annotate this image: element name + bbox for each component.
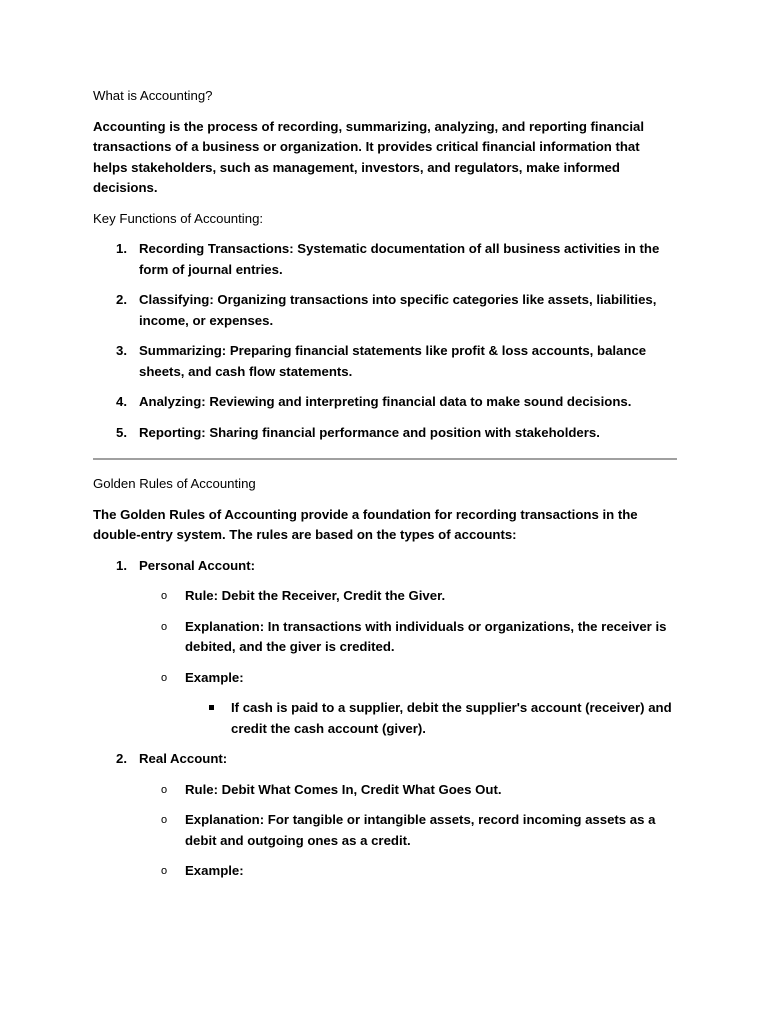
section-title-golden-rules: Golden Rules of Accounting: [93, 476, 256, 491]
list-item-personal-account: [93, 556, 677, 740]
golden-rules-intro-paragraph: The Golden Rules of Accounting provide a foundation for recording transactions in the double-entry system. The rules are based on the types of accounts:: [93, 506, 638, 542]
list-item: [93, 423, 677, 444]
list-item: [139, 861, 677, 882]
list-item: [139, 617, 677, 658]
list-number: 2.: [116, 292, 127, 307]
document-page: [93, 86, 677, 892]
square-bullet-icon: [209, 705, 214, 710]
account-name: Personal Account:: [139, 557, 256, 573]
real-account-details: [139, 780, 677, 882]
horizontal-divider: [93, 458, 677, 460]
list-item: [93, 239, 677, 280]
personal-account-examples: [185, 698, 677, 739]
list-item: [139, 780, 677, 801]
list-item: [139, 810, 677, 851]
section-title-what-is-accounting: What is Accounting?: [93, 88, 213, 103]
list-number: 1.: [116, 557, 127, 573]
accounting-intro-paragraph: Accounting is the process of recording, summarizing, analyzing, and reporting financial transactions of a business or organization. It provides critical financial information that helps stakeholders, such as management, investors, and regulators, make informed decisions.: [93, 118, 645, 195]
list-number: 5.: [116, 424, 127, 440]
list-number: 2.: [116, 751, 127, 766]
example-text: If cash is paid to a supplier, debit the supplier's account (receiver) and credit the cash account (giver).: [231, 700, 672, 736]
circle-bullet-icon: o: [161, 783, 168, 796]
circle-bullet-icon: o: [161, 620, 168, 633]
list-item-text: Classifying: Organizing transactions into specific categories like assets, liabilities, income, or expenses.: [139, 292, 657, 328]
list-item: [139, 586, 677, 607]
account-types-list: [93, 556, 677, 882]
personal-account-details: [139, 586, 677, 739]
rule-text: Rule: Debit the Receiver, Credit the Giver.: [185, 588, 446, 603]
key-functions-list: [93, 239, 677, 443]
circle-bullet-icon: o: [161, 814, 168, 826]
rule-text: Rule: Debit What Comes In, Credit What Goes Out.: [185, 781, 502, 797]
example-label: Example:: [185, 669, 244, 685]
account-name: Real Account:: [139, 751, 228, 766]
list-item: [139, 668, 677, 740]
list-item: [93, 392, 677, 413]
circle-bullet-icon: o: [161, 590, 168, 602]
list-number: 3.: [116, 343, 127, 358]
list-item: [93, 341, 677, 382]
example-label: Example:: [185, 863, 244, 878]
key-functions-heading: Key Functions of Accounting:: [93, 210, 264, 226]
list-item: [93, 290, 677, 331]
circle-bullet-icon: o: [161, 865, 168, 877]
list-item-text: Analyzing: Reviewing and interpreting financial data to make sound decisions.: [139, 394, 632, 409]
explanation-text: Explanation: For tangible or intangible assets, record incoming assets as a debit and outgoing ones as a credit.: [185, 812, 656, 848]
list-number: 1.: [116, 241, 127, 256]
explanation-text: Explanation: In transactions with individuals or organizations, the receiver is debited, and the giver is credited.: [185, 618, 667, 654]
list-number: 4.: [116, 394, 127, 409]
list-item-text: Summarizing: Preparing financial statements like profit & loss accounts, balance sheets, and cash flow statements.: [139, 343, 647, 379]
list-item: [185, 698, 677, 739]
circle-bullet-icon: o: [161, 671, 168, 684]
list-item-real-account: [93, 749, 677, 882]
list-item-text: Reporting: Sharing financial performance and position with stakeholders.: [139, 424, 600, 440]
list-item-text: Recording Transactions: Systematic documentation of all business activities in the form of journal entries.: [139, 241, 660, 277]
